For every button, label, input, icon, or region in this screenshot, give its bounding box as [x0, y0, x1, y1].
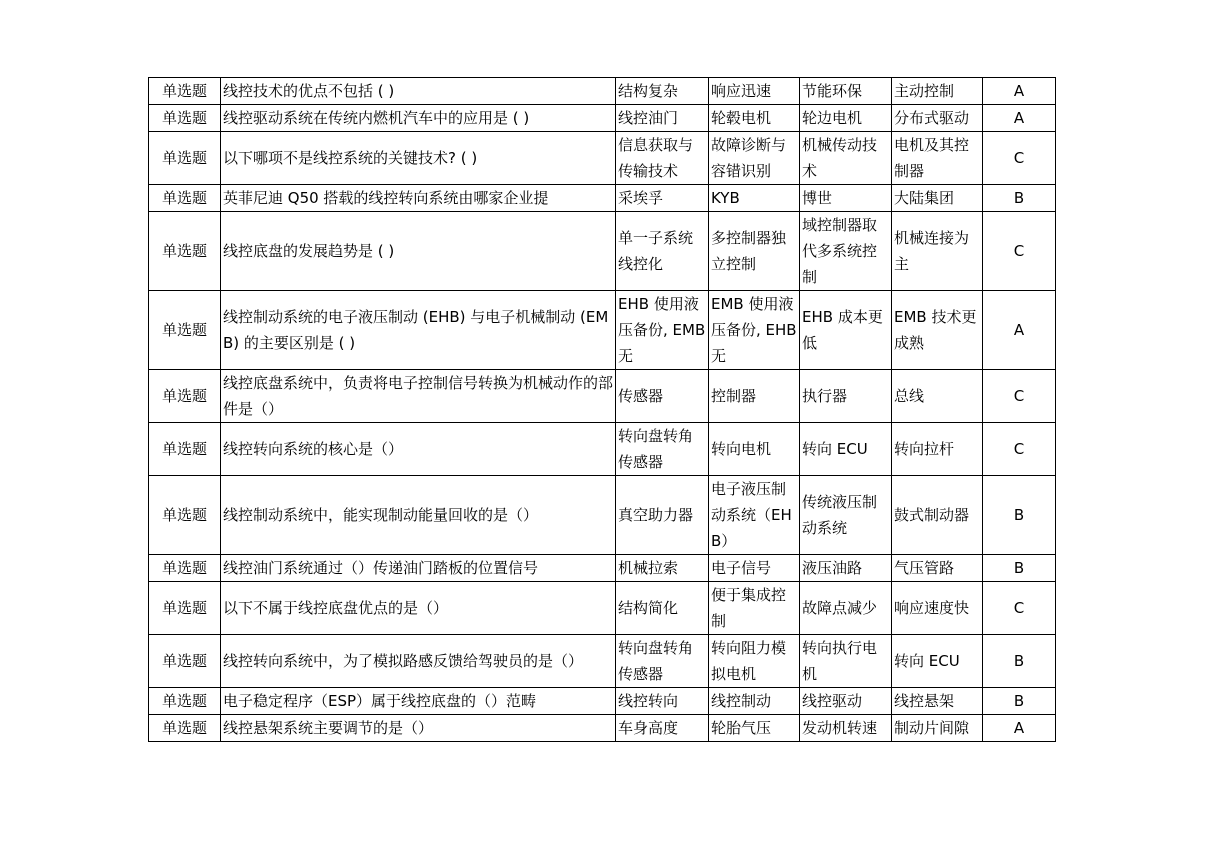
question-table — [148, 77, 1056, 742]
option-b-cell: 电子信号 — [709, 555, 800, 582]
answer-cell: C — [983, 212, 1056, 291]
question-text-cell: 线控转向系统的核心是（） — [221, 423, 616, 476]
question-type-cell: 单选题 — [149, 78, 221, 105]
option-b-cell: 线控制动 — [709, 688, 800, 715]
option-d-cell: 转向拉杆 — [892, 423, 983, 476]
option-a-cell: 信息获取与传输技术 — [616, 132, 709, 185]
option-a-cell: 传感器 — [616, 370, 709, 423]
option-a-cell: 线控油门 — [616, 105, 709, 132]
table-row — [149, 582, 1056, 635]
option-d-cell: 转向 ECU — [892, 635, 983, 688]
question-type-cell: 单选题 — [149, 582, 221, 635]
answer-cell: B — [983, 555, 1056, 582]
question-text-cell: 线控技术的优点不包括 ( ) — [221, 78, 616, 105]
option-d-cell: EMB 技术更成熟 — [892, 291, 983, 370]
option-d-cell: 电机及其控制器 — [892, 132, 983, 185]
option-b-cell: 控制器 — [709, 370, 800, 423]
question-text-cell: 以下不属于线控底盘优点的是（） — [221, 582, 616, 635]
table-row — [149, 212, 1056, 291]
answer-cell: A — [983, 715, 1056, 742]
table-row — [149, 715, 1056, 742]
answer-cell: C — [983, 423, 1056, 476]
option-c-cell: 发动机转速 — [800, 715, 892, 742]
question-type-cell: 单选题 — [149, 370, 221, 423]
option-c-cell: 执行器 — [800, 370, 892, 423]
question-table-body — [149, 78, 1056, 742]
answer-cell: C — [983, 132, 1056, 185]
option-c-cell: 转向执行电机 — [800, 635, 892, 688]
option-d-cell: 主动控制 — [892, 78, 983, 105]
table-row — [149, 132, 1056, 185]
question-text-cell: 以下哪项不是线控系统的关键技术? ( ) — [221, 132, 616, 185]
option-d-cell: 响应速度快 — [892, 582, 983, 635]
option-d-cell: 大陆集团 — [892, 185, 983, 212]
question-type-cell: 单选题 — [149, 715, 221, 742]
option-d-cell: 分布式驱动 — [892, 105, 983, 132]
option-c-cell: 转向 ECU — [800, 423, 892, 476]
option-b-cell: 响应迅速 — [709, 78, 800, 105]
option-a-cell: 机械拉索 — [616, 555, 709, 582]
option-d-cell: 总线 — [892, 370, 983, 423]
option-b-cell: 故障诊断与容错识别 — [709, 132, 800, 185]
table-row — [149, 423, 1056, 476]
question-type-cell: 单选题 — [149, 688, 221, 715]
answer-cell: B — [983, 635, 1056, 688]
table-row — [149, 635, 1056, 688]
answer-cell: B — [983, 185, 1056, 212]
question-text-cell: 电子稳定程序（ESP）属于线控底盘的（）范畴 — [221, 688, 616, 715]
option-a-cell: 采埃孚 — [616, 185, 709, 212]
option-a-cell: 转向盘转角传感器 — [616, 423, 709, 476]
answer-cell: C — [983, 370, 1056, 423]
option-c-cell: 节能环保 — [800, 78, 892, 105]
option-b-cell: 电子液压制动系统（EHB） — [709, 476, 800, 555]
option-a-cell: 结构复杂 — [616, 78, 709, 105]
question-type-cell: 单选题 — [149, 212, 221, 291]
table-row — [149, 476, 1056, 555]
question-type-cell: 单选题 — [149, 185, 221, 212]
option-c-cell: EHB 成本更低 — [800, 291, 892, 370]
table-row — [149, 370, 1056, 423]
option-a-cell: 真空助力器 — [616, 476, 709, 555]
option-a-cell: 单一子系统线控化 — [616, 212, 709, 291]
answer-cell: A — [983, 291, 1056, 370]
option-b-cell: 转向电机 — [709, 423, 800, 476]
question-text-cell: 线控底盘的发展趋势是 ( ) — [221, 212, 616, 291]
question-text-cell: 线控悬架系统主要调节的是（） — [221, 715, 616, 742]
option-b-cell: KYB — [709, 185, 800, 212]
option-c-cell: 机械传动技术 — [800, 132, 892, 185]
table-row — [149, 78, 1056, 105]
answer-cell: C — [983, 582, 1056, 635]
option-d-cell: 机械连接为主 — [892, 212, 983, 291]
option-d-cell: 气压管路 — [892, 555, 983, 582]
option-a-cell: 结构简化 — [616, 582, 709, 635]
question-type-cell: 单选题 — [149, 423, 221, 476]
option-b-cell: EMB 使用液压备份, EHB 无 — [709, 291, 800, 370]
option-a-cell: 车身高度 — [616, 715, 709, 742]
option-c-cell: 线控驱动 — [800, 688, 892, 715]
option-c-cell: 域控制器取代多系统控制 — [800, 212, 892, 291]
table-row — [149, 555, 1056, 582]
option-b-cell: 转向阻力模拟电机 — [709, 635, 800, 688]
option-a-cell: EHB 使用液压备份, EMB 无 — [616, 291, 709, 370]
question-type-cell: 单选题 — [149, 132, 221, 185]
option-c-cell: 博世 — [800, 185, 892, 212]
answer-cell: B — [983, 688, 1056, 715]
answer-cell: A — [983, 78, 1056, 105]
question-type-cell: 单选题 — [149, 555, 221, 582]
question-type-cell: 单选题 — [149, 476, 221, 555]
table-row — [149, 291, 1056, 370]
option-d-cell: 鼓式制动器 — [892, 476, 983, 555]
option-c-cell: 故障点减少 — [800, 582, 892, 635]
answer-cell: A — [983, 105, 1056, 132]
question-text-cell: 线控制动系统的电子液压制动 (EHB) 与电子机械制动 (EMB) 的主要区别是 ( ) — [221, 291, 616, 370]
option-c-cell: 液压油路 — [800, 555, 892, 582]
table-row — [149, 688, 1056, 715]
option-a-cell: 线控转向 — [616, 688, 709, 715]
answer-cell: B — [983, 476, 1056, 555]
table-row — [149, 185, 1056, 212]
question-type-cell: 单选题 — [149, 291, 221, 370]
option-b-cell: 轮胎气压 — [709, 715, 800, 742]
question-type-cell: 单选题 — [149, 635, 221, 688]
option-b-cell: 多控制器独立控制 — [709, 212, 800, 291]
question-text-cell: 线控底盘系统中，负责将电子控制信号转换为机械动作的部件是（） — [221, 370, 616, 423]
question-type-cell: 单选题 — [149, 105, 221, 132]
option-d-cell: 制动片间隙 — [892, 715, 983, 742]
table-row — [149, 105, 1056, 132]
option-c-cell: 轮边电机 — [800, 105, 892, 132]
option-b-cell: 便于集成控制 — [709, 582, 800, 635]
option-d-cell: 线控悬架 — [892, 688, 983, 715]
option-a-cell: 转向盘转角传感器 — [616, 635, 709, 688]
question-text-cell: 线控转向系统中，为了模拟路感反馈给驾驶员的是（） — [221, 635, 616, 688]
question-text-cell: 线控制动系统中，能实现制动能量回收的是（） — [221, 476, 616, 555]
option-b-cell: 轮毂电机 — [709, 105, 800, 132]
question-text-cell: 线控油门系统通过（）传递油门踏板的位置信号 — [221, 555, 616, 582]
question-text-cell: 线控驱动系统在传统内燃机汽车中的应用是 ( ) — [221, 105, 616, 132]
question-text-cell: 英菲尼迪 Q50 搭载的线控转向系统由哪家企业提 — [221, 185, 616, 212]
option-c-cell: 传统液压制动系统 — [800, 476, 892, 555]
